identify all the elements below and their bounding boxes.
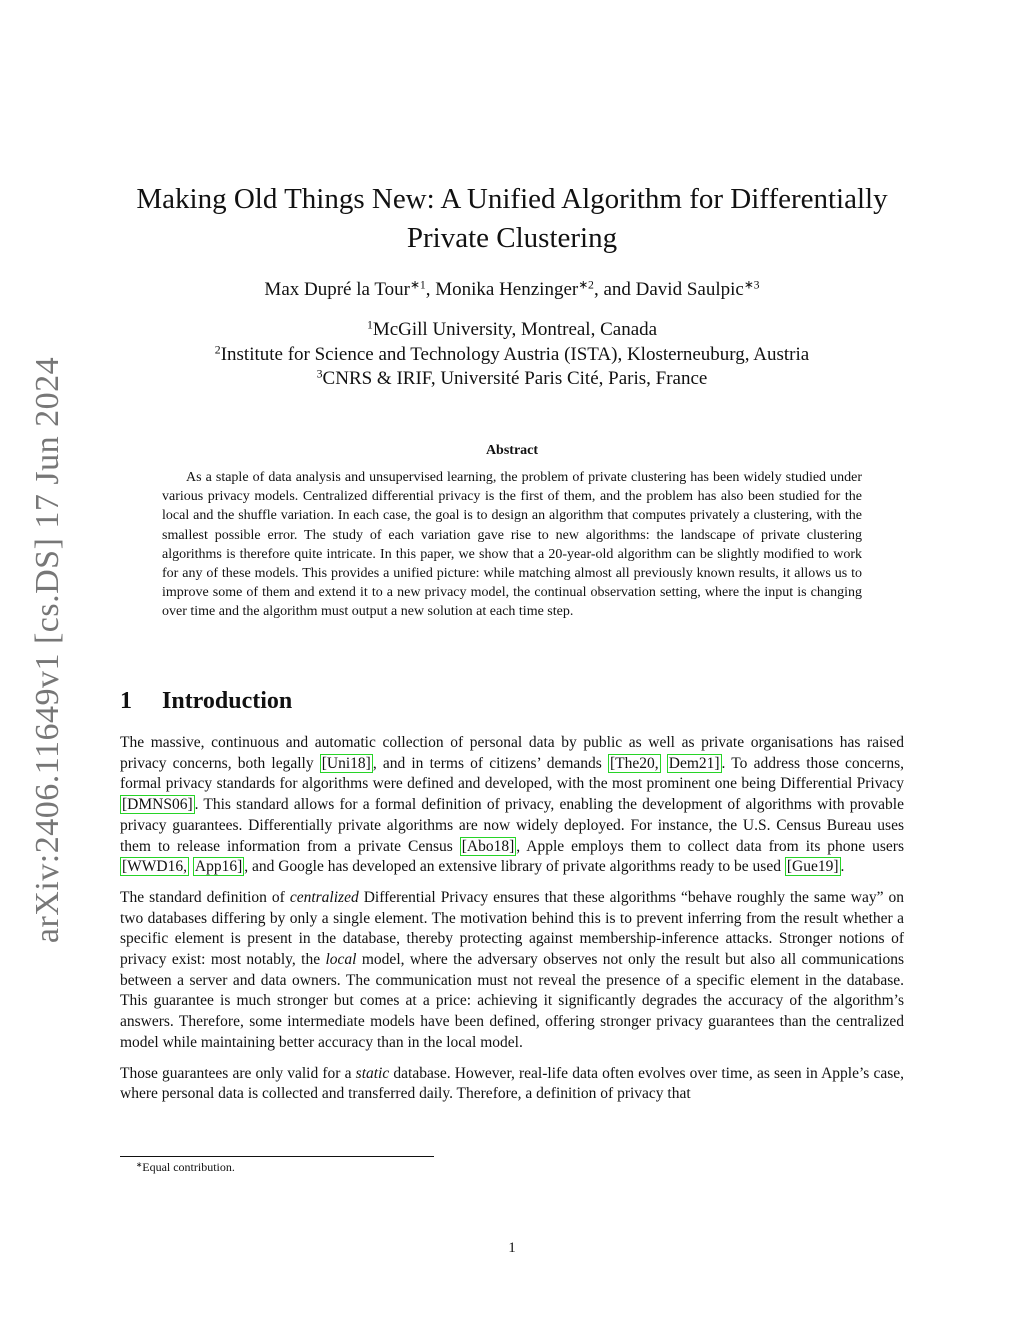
citation-link[interactable]: [DMNS06]	[122, 796, 193, 814]
citation-link[interactable]: [Uni18]	[321, 754, 371, 772]
section-number: 1	[120, 688, 132, 714]
citation-link[interactable]: [WWD16,	[122, 858, 187, 876]
affiliation-text: McGill University, Montreal, Canada	[372, 319, 658, 340]
text-run	[661, 755, 667, 772]
author-separator: , and	[593, 279, 636, 300]
paragraph-3	[120, 1064, 904, 1105]
citation-link[interactable]: [The20,	[609, 754, 659, 772]
affiliation-marker: 2	[214, 343, 221, 357]
footnote	[136, 1160, 235, 1175]
title-line-2: Private Clustering	[406, 222, 618, 254]
arxiv-identifier: arXiv:2406.11649v1 [cs.DS] 17 Jun 2024	[29, 356, 67, 944]
affiliation-2	[120, 343, 904, 368]
text-run: model, where the adversary observes not only the result but also all communications between a server and data owners. The communication must not reveal the presence of a specific element in the database. This guarantee is much stronger but comes at a price: achieving it significantly degrades the accuracy of the algorithm’s answers. Therefore, some intermediate models have been defined, offering stronger privacy guarantees than the centralized model while maintaining better accuracy than in the local model.	[120, 951, 904, 1051]
text-run: . This standard allows for a formal definition of privacy, enabling the development of algorithms with provable privacy guarantees. Differentially private algorithms are now widely deployed. For instance, the U.S. Census Bureau uses them to release information from a private Census	[120, 796, 904, 855]
emphasis: local	[325, 951, 357, 969]
affiliation-list	[120, 318, 904, 392]
title-line-1: Making Old Things New: A Unified Algorithm for Differentially	[136, 183, 888, 215]
paragraph-2	[120, 888, 904, 1054]
text-run: .	[840, 858, 845, 876]
footnote-marker: ∗	[136, 1159, 143, 1169]
text-run: The standard definition of	[120, 888, 290, 906]
author-list	[120, 278, 904, 302]
text-run: Those guarantees are only valid for a	[120, 1064, 356, 1082]
text-run: Differential Privacy ensures that these algorithms “behave roughly the same way” on two databases differing by only a single element. The motivation behind this is to prevent inferring from the result whether a specific element is present in the database, thereby protecting against membership-inference attacks. Stronger notions of privacy exist: most notably, the	[120, 888, 904, 969]
section-title: Introduction	[162, 688, 293, 714]
citation-link[interactable]: [Abo18]	[461, 837, 515, 855]
author-1-marker: ∗1	[409, 278, 426, 292]
affiliation-marker: 1	[366, 318, 373, 332]
abstract-text: As a staple of data analysis and unsupervised learning, the problem of private clustering has been widely studied under various privacy models. Centralized differential privacy is the first of them, and the problem has also been studied for the local and the shuffle variation. In each case, the goal is to design an algorithm that computes privately a clustering, with the smallest possible error. The study of each variation gave rise to new algorithms: the landscape of private clustering algorithms is therefore quite intricate. In this paper, we show that a 20-year-old algorithm can be slightly modified to work for any of these models. This provides a unified picture: while matching almost all previously known results, it allows us to improve some of them and extend it to a new privacy model, the continual observation setting, where the input is changing over time and the algorithm must output a new solution at each time step.	[162, 470, 862, 620]
affiliation-3	[120, 367, 904, 392]
text-run: database. However, real-life data often evolves over time, as seen in Apple’s case, where personal data is collected and transferred daily. Therefore, a definition of privacy that	[120, 1064, 904, 1103]
footnote-rule	[120, 1156, 434, 1157]
emphasis: static	[355, 1064, 390, 1082]
section-heading	[120, 688, 292, 715]
body-text	[120, 733, 904, 1115]
page-number: 1	[508, 1240, 516, 1256]
affiliation-1	[120, 318, 904, 343]
affiliation-marker: 3	[316, 367, 323, 381]
citation-link[interactable]: [Gue19]	[786, 858, 839, 876]
paragraph-1	[120, 733, 904, 878]
author-1: Max Dupré la Tour	[264, 279, 410, 300]
text-run: . To address those concerns, formal privacy standards for algorithms were defined and developed, with the most prominent one being Differential Privacy	[120, 754, 905, 793]
author-2-marker: ∗2	[578, 278, 594, 292]
citation-link[interactable]: App16]	[194, 858, 243, 876]
text-run: , Apple employs them to collect data from its phone users	[516, 837, 905, 855]
footnote-text: Equal contribution.	[142, 1160, 235, 1174]
author-3-marker: ∗3	[743, 278, 760, 292]
author-3: David Saulpic	[635, 279, 744, 300]
text-run: , and in terms of citizens’ demands	[372, 754, 608, 772]
author-2: Monika Henzinger	[435, 279, 579, 300]
text-run: , and Google has developed an extensive library of private algorithms ready to be used	[244, 858, 785, 876]
citation-link[interactable]: Dem21]	[668, 754, 720, 772]
abstract-heading: Abstract	[485, 443, 539, 458]
author-separator: ,	[425, 279, 436, 300]
text-run: The massive, continuous and automatic collection of personal data by public as well as private organisations has raised privacy concerns, both legally	[120, 734, 904, 772]
paper-title	[120, 180, 904, 258]
emphasis: centralized	[289, 888, 359, 906]
affiliation-text: CNRS & IRIF, Université Paris Cité, Paris, France	[322, 368, 708, 389]
affiliation-text: Institute for Science and Technology Austria (ISTA), Klosterneuburg, Austria	[220, 343, 810, 365]
arxiv-side-stamp	[18, 356, 78, 944]
